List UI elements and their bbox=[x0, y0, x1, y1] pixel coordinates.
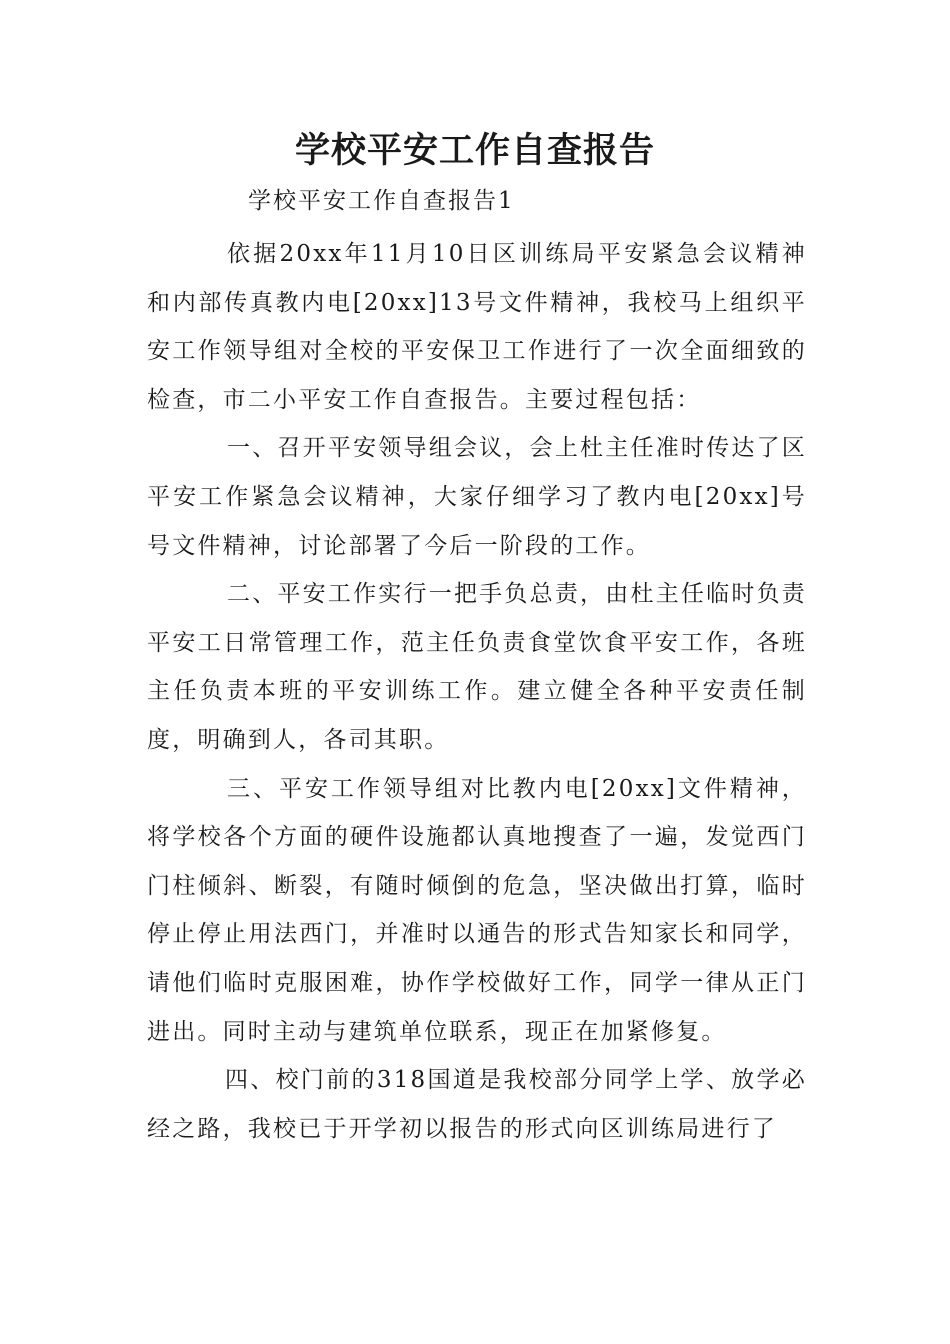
document-title: 学校平安工作自查报告 bbox=[294, 131, 655, 171]
paragraph-item-1: 一、召开平安领导组会议，会上杜主任准时传达了区平安工作紧急会议精神，大家仔细学习了教内电[20xx]号号文件精神，讨论部署了今后一阶段的工作。 bbox=[147, 435, 807, 559]
document-body bbox=[147, 230, 807, 1153]
paragraph-item-4: 四、校门前的318国道是我校部分同学上学、放学必经之路，我校已于开学初以报告的形式向区训练局进行了 bbox=[147, 1067, 807, 1142]
paragraph-item-3: 三、平安工作领导组对比教内电[20xx]文件精神，将学校各个方面的硬件设施都认真地搜查了一遍，发觉西门门柱倾斜、断裂，有随时倾倒的危急，坚决做出打算，临时停止停止用法西门，并准时以通告的形式告知家长和同学，请他们临时克服困难，协作学校做好工作，同学一律从正门进出。同时主动与建筑单位联系，现正在加紧修复。 bbox=[147, 775, 807, 1045]
document-subtitle: 学校平安工作自查报告1 bbox=[248, 188, 515, 214]
paragraph-item-2: 二、平安工作实行一把手负总责，由杜主任临时负责平安工日常管理工作，范主任负责食堂饮食平安工作，各班主任负责本班的平安训练工作。建立健全各种平安责任制度，明确到人，各司其职。 bbox=[147, 581, 807, 753]
paragraph-intro: 依据20xx年11月10日区训练局平安紧急会议精神和内部传真教内电[20xx]13号文件精神，我校马上组织平安工作领导组对全校的平安保卫工作进行了一次全面细致的检查，市二小平安工作自查报告。主要过程包括： bbox=[147, 241, 807, 413]
